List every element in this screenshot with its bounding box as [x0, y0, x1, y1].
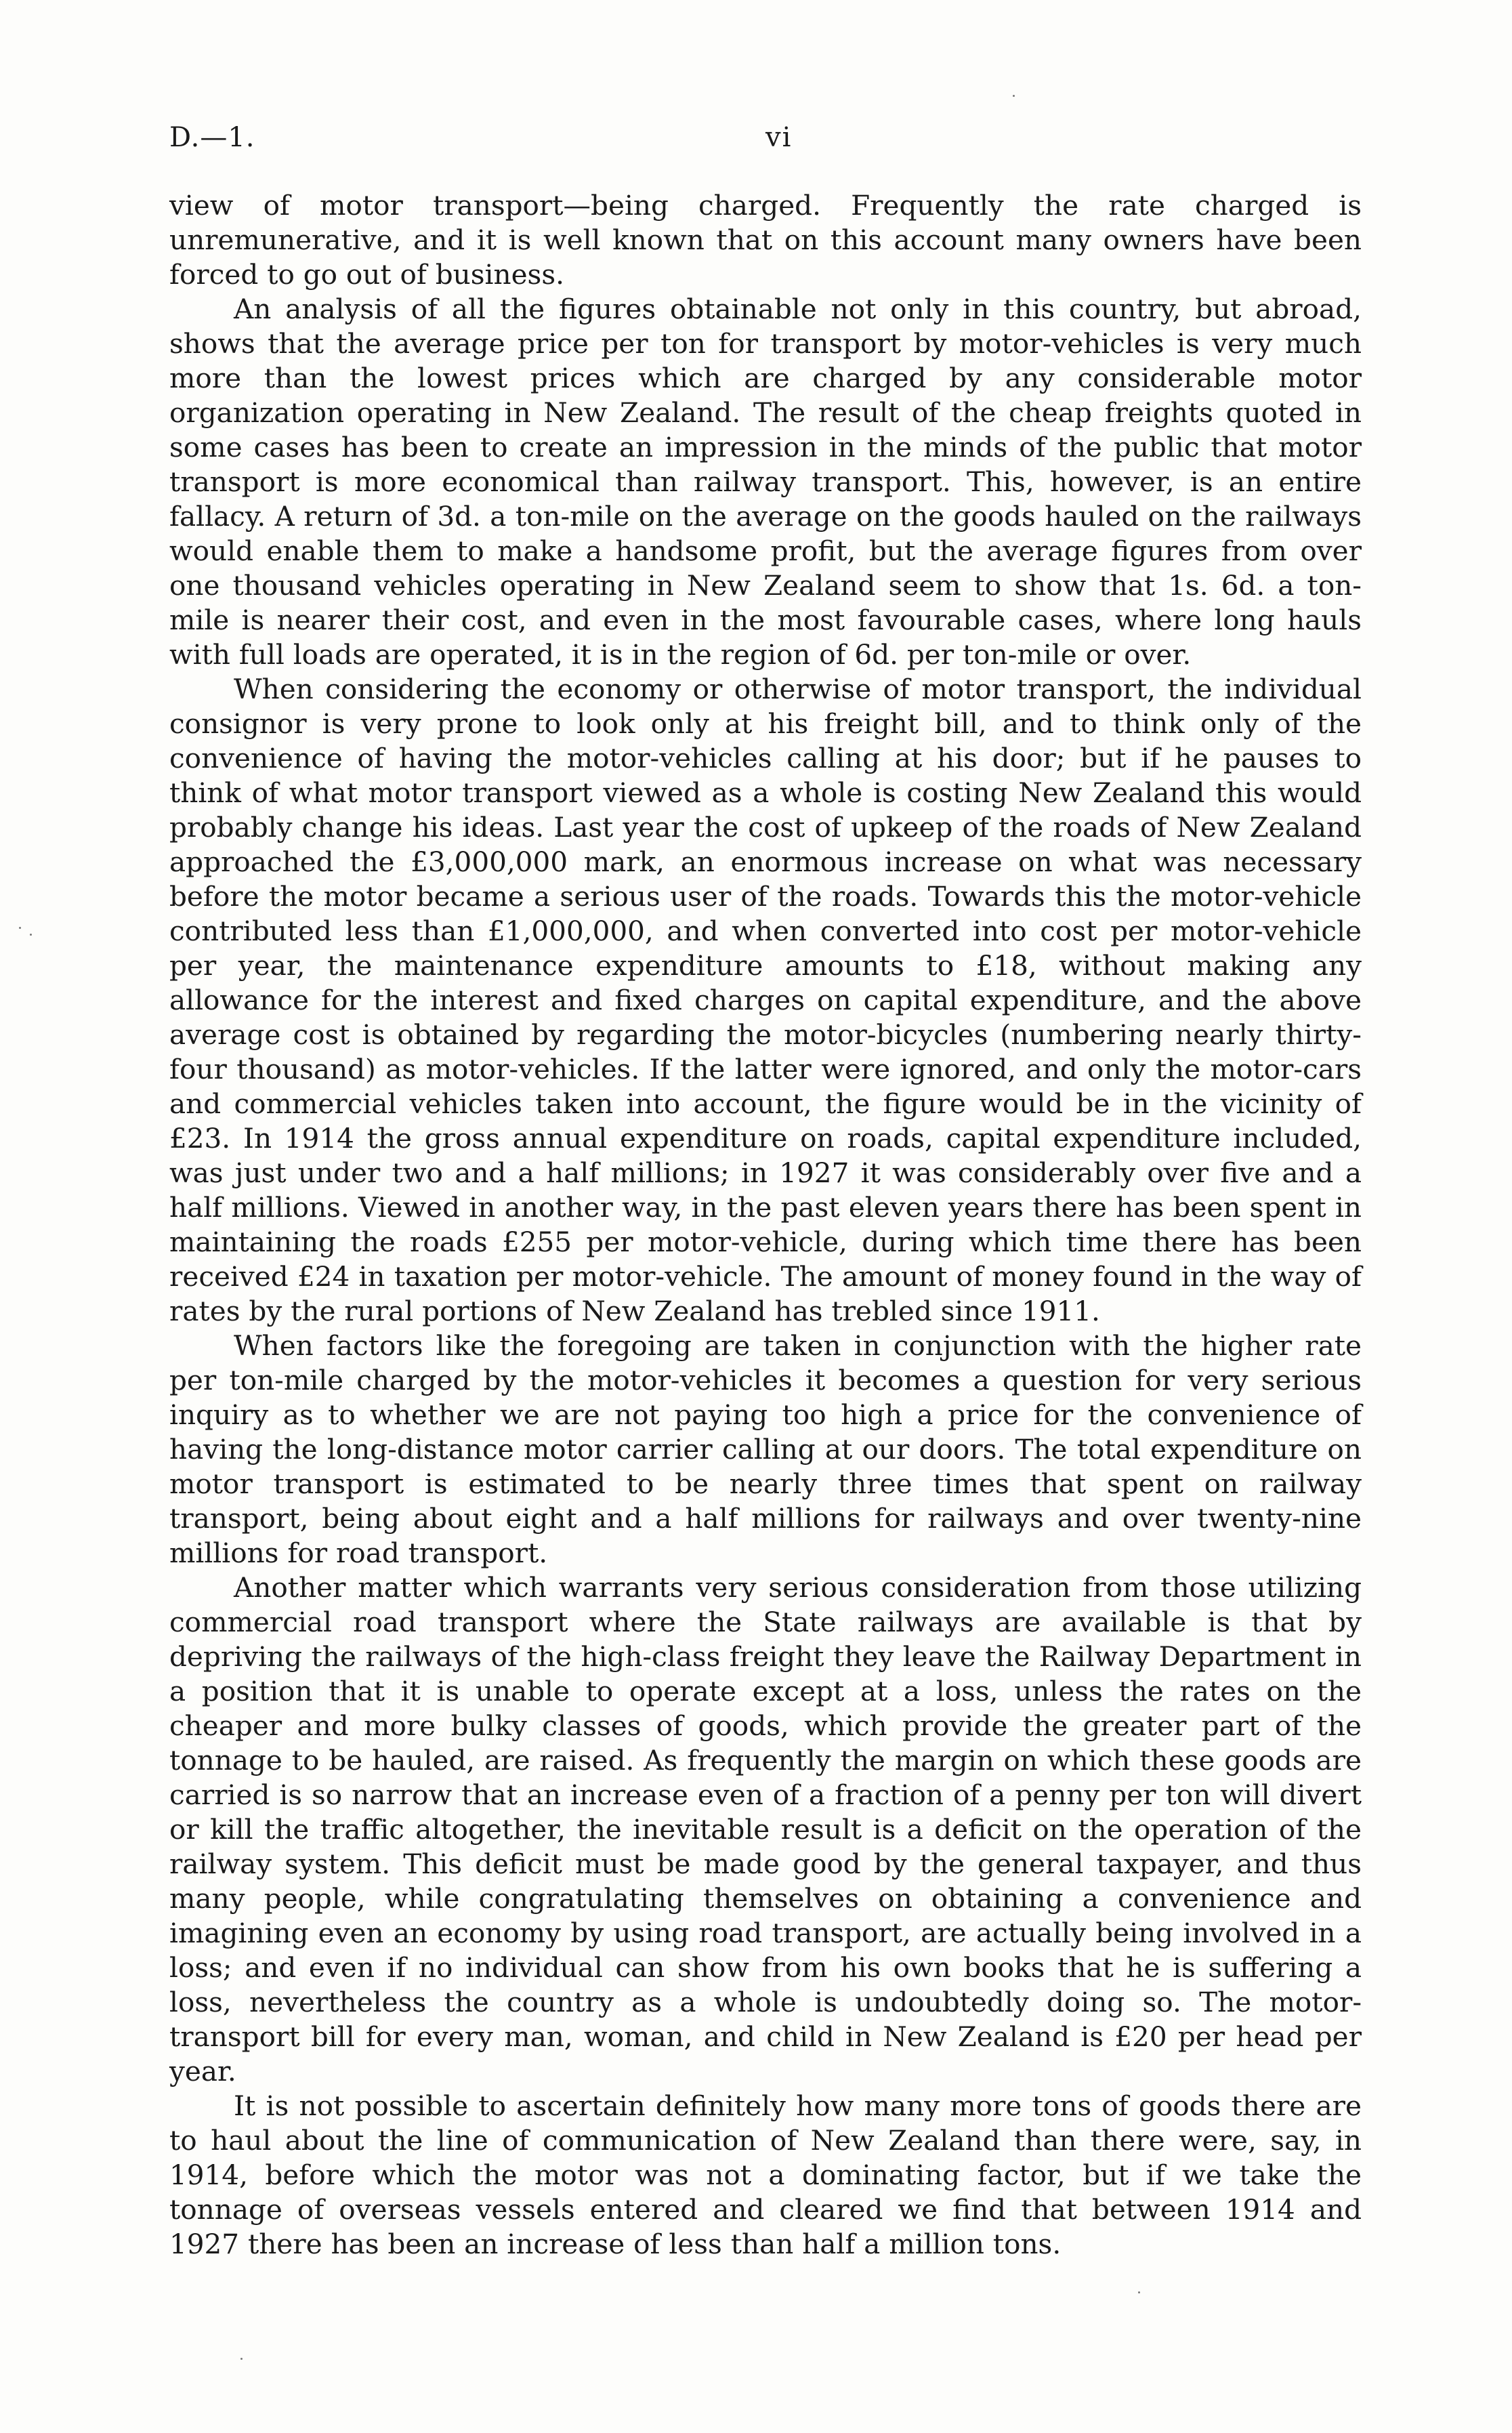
- scan-speck: [240, 2358, 243, 2360]
- body-text: [169, 188, 1362, 2262]
- page-number: vi: [765, 122, 793, 153]
- scan-speck: [19, 927, 21, 929]
- paragraph: Another matter which warrants very serious consideration from those utilizing commercial road transport where the State railways are available is that by depriving the railways of the high-class freight they leave the Railway Department in a position that it is unable to operate except at a loss, unless the rates on the cheaper and more bulky classes of goods, which provide the greater part of the tonnage to be hauled, are raised. As frequently the margin on which these goods are carried is so narrow that an increase even of a fraction of a penny per ton will divert or kill the traffic altogether, the inevitable result is a deficit on the operation of the railway system. This deficit must be made good by the general taxpayer, and thus many people, while congratulating themselves on obtaining a convenience and imagining even an economy by using road transport, are actually being involved in a loss; and even if no individual can show from his own books that he is suffering a loss, nevertheless the country as a whole is undoubtedly doing so. The motor-transport bill for every man, woman, and child in New Zealand is £20 per head per year.: [169, 1571, 1362, 2087]
- scan-speck: [1013, 95, 1015, 97]
- paragraph-continuation: view of motor transport—being charged. Frequently the rate charged is unremunerative, and it is well known that on this account many owners have been forced to go out of business.: [169, 189, 1362, 291]
- paragraph: When factors like the foregoing are taken in conjunction with the higher rate per ton-mile charged by the motor-vehicles it becomes a question for very serious inquiry as to whether we are not paying too high a price for the convenience of having the long-distance motor carrier calling at our doors. The total expenditure on motor transport is estimated to be nearly three times that spent on railway transport, being about eight and a half millions for railways and over twenty-nine millions for road transport.: [169, 1329, 1362, 1569]
- paragraph: When considering the economy or otherwise of motor transport, the individual consignor is very prone to look only at his freight bill, and to think only of the convenience of having the motor-vehicles calling at his door; but if he pauses to think of what motor transport viewed as a whole is costing New Zealand this would probably change his ideas. Last year the cost of upkeep of the roads of New Zealand approached the £3,000,000 mark, an enormous increase on what was necessary before the motor became a serious user of the roads. Towards this the motor-vehicle contributed less than £1,000,000, and when converted into cost per motor-vehicle per year, the maintenance expenditure amounts to £18, without making any allowance for the interest and fixed charges on capital expenditure, and the above average cost is obtained by regarding the motor-bicycles (numbering nearly thirty-four thousand) as motor-vehicles. If the latter were ignored, and only the motor-cars and commercial vehicles taken into account, the figure would be in the vicinity of £23. In 1914 the gross annual expenditure on roads, capital expenditure included, was just under two and a half millions; in 1927 it was considerably over five and a half millions. Viewed in another way, in the past eleven years there has been spent in maintaining the roads £255 per motor-vehicle, during which time there has been received £24 in taxation per motor-vehicle. The amount of money found in the way of rates by the rural portions of New Zealand has trebled since 1911.: [169, 673, 1362, 1327]
- paragraph: An analysis of all the figures obtainable not only in this country, but abroad, shows that the average price per ton for transport by motor-vehicles is very much more than the lowest prices which are charged by any considerable motor organization operating in New Zealand. The result of the cheap freights quoted in some cases has been to create an impression in the minds of the public that motor transport is more economical than railway transport. This, however, is an entire fallacy. A return of 3d. a ton-mile on the average on the goods hauled on the railways would enable them to make a handsome profit, but the average figures from over one thousand vehicles operating in New Zealand seem to show that 1s. 6d. a ton-mile is nearer their cost, and even in the most favourable cases, where long hauls with full loads are operated, it is in the region of 6d. per ton-mile or over.: [169, 293, 1362, 671]
- scan-speck: [30, 934, 32, 936]
- document-code: D.—1.: [169, 122, 255, 153]
- scan-speck: [1138, 2291, 1140, 2293]
- paragraph: It is not possible to ascertain definitely how many more tons of goods there are to haul about the line of communication of New Zealand than there were, say, in 1914, before which the motor was not a dominating factor, but if we take the tonnage of overseas vessels entered and cleared we find that between 1914 and 1927 there has been an increase of less than half a million tons.: [169, 2089, 1362, 2260]
- page-header: [169, 122, 1362, 163]
